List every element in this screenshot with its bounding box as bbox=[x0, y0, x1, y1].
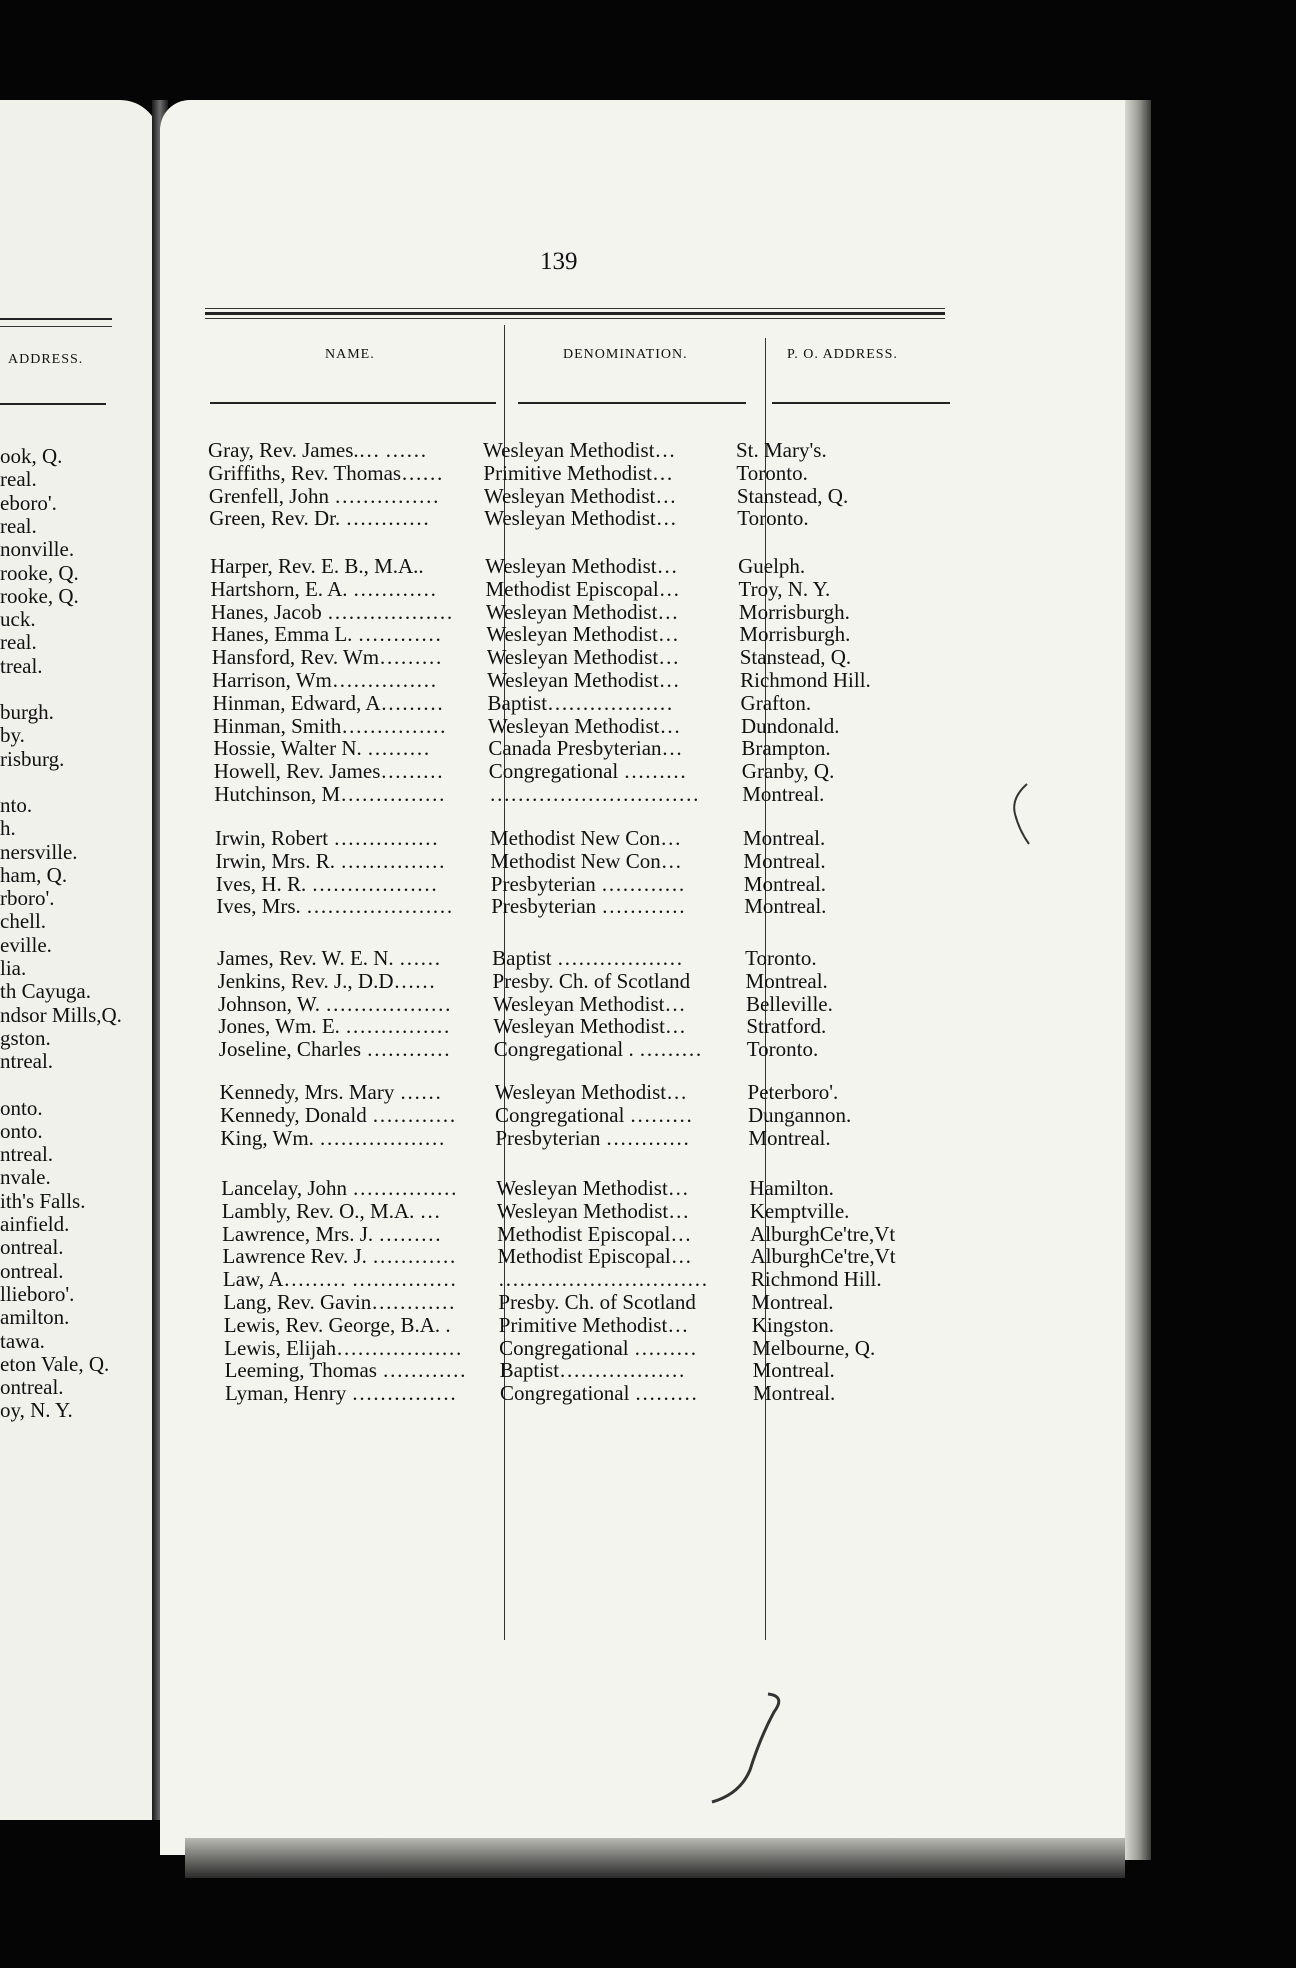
left-page-line: ontreal. bbox=[0, 1375, 64, 1400]
entry-denomination: Methodist Episcopal… bbox=[497, 1244, 692, 1269]
entry-denomination: Wesleyan Methodist… bbox=[487, 668, 680, 692]
entry-name: Lancelay, John …………… bbox=[221, 1176, 458, 1200]
entry-address: Stanstead, Q. bbox=[736, 483, 849, 508]
entry-address: Toronto. bbox=[736, 460, 808, 485]
left-page-line: ntreal. bbox=[0, 1142, 54, 1167]
entry-name: Leeming, Thomas ………… bbox=[224, 1358, 467, 1383]
handwritten-pencil-mark bbox=[690, 1690, 800, 1810]
entry-denomination: Congregational ……… bbox=[499, 1381, 698, 1406]
page-bottom-shadow bbox=[185, 1838, 1125, 1878]
left-page-line: real. bbox=[0, 513, 37, 538]
entry-denomination: ………………………… bbox=[489, 782, 700, 806]
left-page-line: h. bbox=[0, 816, 16, 841]
entry-denomination: Methodist New Con… bbox=[490, 848, 682, 873]
header-rule bbox=[205, 308, 945, 309]
entry-address: Toronto. bbox=[737, 506, 809, 531]
entry-address: Dungannon. bbox=[747, 1102, 852, 1127]
entry-address: Grafton. bbox=[740, 690, 812, 715]
entry-name: Jenkins, Rev. J., D.D…… bbox=[217, 968, 436, 993]
entry-denomination: Presby. Ch. of Scotland bbox=[492, 968, 691, 993]
entry-name: Lyman, Henry …………… bbox=[224, 1381, 457, 1406]
entry-address: Hamilton. bbox=[749, 1176, 834, 1200]
left-page-line: burgh. bbox=[0, 700, 54, 724]
entry-name: Harrison, Wm…………… bbox=[212, 668, 437, 692]
entry-denomination: ………………………… bbox=[497, 1267, 708, 1292]
entry-denomination: Congregational ……… bbox=[494, 1102, 693, 1127]
entry-name: King, Wm. ……………… bbox=[220, 1125, 446, 1150]
entry-address: St. Mary's. bbox=[736, 438, 827, 462]
entry-name: Grenfell, John …………… bbox=[208, 483, 440, 508]
left-page-line: uck. bbox=[0, 607, 36, 632]
left-page-line: risburg. bbox=[0, 746, 65, 771]
entry-name: Irwin, Robert …………… bbox=[214, 826, 439, 850]
entry-denomination: Wesleyan Methodist… bbox=[483, 438, 676, 462]
entry-name: Green, Rev. Dr. ………… bbox=[209, 506, 430, 531]
page-edge bbox=[1125, 100, 1151, 1860]
entry-name: Hutchinson, M…………… bbox=[214, 782, 446, 806]
entry-address: Richmond Hill. bbox=[740, 668, 871, 692]
entry-name: Lambly, Rev. O., M.A. … bbox=[221, 1198, 441, 1223]
entry-address: Toronto. bbox=[746, 1037, 819, 1062]
left-page-line: eboro'. bbox=[0, 490, 57, 515]
entry-address: Stanstead, Q. bbox=[739, 645, 852, 670]
left-page-line: rboro'. bbox=[0, 886, 55, 911]
left-page-line: nto. bbox=[0, 792, 33, 817]
left-page-line: ainfield. bbox=[0, 1212, 70, 1236]
entry-name: Ives, Mrs. ………………… bbox=[216, 894, 454, 919]
left-page-line: nersville. bbox=[0, 839, 78, 864]
entry-address: Montreal. bbox=[742, 782, 825, 806]
entry-denomination: Wesleyan Methodist… bbox=[484, 506, 677, 531]
entry-denomination: Primitive Methodist… bbox=[498, 1312, 689, 1337]
entry-denomination: Canada Presbyterian… bbox=[488, 736, 683, 761]
entry-name: Lewis, Rev. George, B.A. . bbox=[223, 1312, 451, 1337]
entry-name: Hansford, Rev. Wm……… bbox=[211, 645, 443, 670]
column-rule bbox=[772, 402, 950, 404]
entry-denomination: Wesleyan Methodist… bbox=[496, 1198, 690, 1223]
column-rule bbox=[210, 402, 496, 404]
left-page-line: rooke, Q. bbox=[0, 583, 79, 608]
entry-name: Harper, Rev. E. B., M.A.. bbox=[210, 554, 424, 578]
page-number: 139 bbox=[540, 248, 578, 275]
entry-denomination: Wesleyan Methodist… bbox=[485, 599, 679, 624]
left-page-line: oy, N. Y. bbox=[0, 1398, 73, 1423]
left-page-line: onto. bbox=[0, 1095, 43, 1120]
entry-name: Lawrence, Mrs. J. ……… bbox=[222, 1221, 442, 1246]
entry-name: Kennedy, Mrs. Mary …… bbox=[219, 1080, 442, 1104]
entry-address: Brampton. bbox=[741, 736, 831, 761]
header-rule bbox=[205, 312, 945, 315]
entry-denomination: Wesleyan Methodist… bbox=[486, 645, 680, 670]
entry-address: Melbourne, Q. bbox=[752, 1335, 876, 1360]
entry-denomination: Wesleyan Methodist… bbox=[496, 1176, 689, 1200]
left-page-line: real. bbox=[0, 467, 37, 492]
left-page-line: treal. bbox=[0, 653, 43, 678]
entry-address: Kingston. bbox=[751, 1312, 834, 1337]
left-page-line: ontreal. bbox=[0, 1258, 64, 1283]
column-header-name: NAME. bbox=[325, 347, 375, 362]
left-page-line: nonville. bbox=[0, 537, 75, 562]
entry-address: Dundonald. bbox=[740, 713, 840, 738]
entry-name: Hinman, Smith…………… bbox=[212, 713, 447, 738]
entry-name: Kennedy, Donald ………… bbox=[219, 1102, 456, 1127]
entry-denomination: Methodist Episcopal… bbox=[485, 576, 680, 601]
entry-name: Hinman, Edward, A……… bbox=[212, 690, 444, 715]
left-page-line: ntreal. bbox=[0, 1049, 54, 1074]
entry-address: Peterboro'. bbox=[747, 1080, 839, 1104]
entry-denomination: Methodist New Con… bbox=[489, 826, 682, 850]
left-page-rule bbox=[0, 403, 106, 405]
entry-address: Troy, N. Y. bbox=[738, 576, 831, 601]
left-page-line: amilton. bbox=[0, 1305, 70, 1330]
entry-denomination: Presbyterian ………… bbox=[490, 871, 686, 896]
entry-address: Stratford. bbox=[746, 1014, 827, 1039]
entry-name: Johnson, W. ……………… bbox=[217, 991, 452, 1016]
entry-name: Lang, Rev. Gavin………… bbox=[223, 1290, 456, 1314]
entry-denomination: Wesleyan Methodist… bbox=[493, 1014, 686, 1039]
entry-address: Montreal. bbox=[745, 968, 828, 993]
left-page-line: th Cayuga. bbox=[0, 979, 91, 1004]
entry-denomination: Presby. Ch. of Scotland bbox=[498, 1290, 696, 1314]
entry-denomination: Wesleyan Methodist… bbox=[485, 554, 678, 578]
entry-denomination: Wesleyan Methodist… bbox=[486, 622, 679, 647]
entry-name: Hanes, Jacob ……………… bbox=[210, 599, 453, 624]
left-page-column-header: ADDRESS. bbox=[8, 352, 84, 367]
entry-name: Griffiths, Rev. Thomas…… bbox=[208, 460, 444, 485]
column-header-denomination: DENOMINATION. bbox=[563, 347, 688, 362]
entry-name: Jones, Wm. E. …………… bbox=[218, 1014, 451, 1039]
left-page-line: onto. bbox=[0, 1118, 43, 1143]
main-page bbox=[160, 100, 1130, 1855]
entry-address: Montreal. bbox=[748, 1125, 831, 1150]
entry-denomination: Presbyterian ………… bbox=[491, 894, 686, 919]
entry-address: Montreal. bbox=[751, 1290, 834, 1314]
entry-address: Richmond Hill. bbox=[750, 1267, 882, 1292]
previous-page-fragment bbox=[0, 100, 160, 1820]
entry-address: Montreal. bbox=[752, 1381, 836, 1406]
column-header-address: P. O. ADDRESS. bbox=[787, 347, 898, 362]
left-page-line: llieboro'. bbox=[0, 1281, 75, 1306]
entry-name: Lawrence Rev. J. ………… bbox=[222, 1244, 457, 1269]
left-page-line: ith's Falls. bbox=[0, 1188, 86, 1213]
left-page-line: ontreal. bbox=[0, 1235, 64, 1260]
entry-denomination: Baptist……………… bbox=[487, 690, 674, 715]
entry-denomination: Congregational . ……… bbox=[493, 1037, 702, 1062]
entry-name: Joseline, Charles ………… bbox=[218, 1037, 451, 1062]
left-page-line: chell. bbox=[0, 909, 47, 934]
entry-address: Kemptville. bbox=[749, 1198, 850, 1223]
entry-address: Montreal. bbox=[744, 894, 827, 919]
entry-denomination: Baptist ……………… bbox=[492, 946, 683, 970]
entry-address: Guelph. bbox=[738, 554, 806, 578]
left-page-line: ham, Q. bbox=[0, 862, 68, 887]
entry-address: Montreal. bbox=[743, 871, 827, 896]
entry-name: Gray, Rev. James.… …… bbox=[208, 438, 427, 462]
left-page-line: ook, Q. bbox=[0, 444, 63, 468]
entry-denomination: Congregational ……… bbox=[499, 1335, 697, 1360]
entry-name: James, Rev. W. E. N. …… bbox=[217, 946, 441, 970]
entry-name: Hanes, Emma L. ………… bbox=[211, 622, 442, 647]
entry-address: AlburghCe'tre,Vt bbox=[750, 1244, 896, 1269]
entry-name: Hartshorn, E. A. ………… bbox=[210, 576, 437, 601]
entry-denomination: Presbyterian ………… bbox=[495, 1125, 690, 1150]
entry-address: Granby, Q. bbox=[741, 759, 835, 784]
entry-name: Irwin, Mrs. R. …………… bbox=[215, 848, 446, 873]
margin-bracket-mark bbox=[1005, 780, 1035, 850]
entry-name: Hossie, Walter N. ……… bbox=[213, 736, 431, 761]
entry-denomination: Wesleyan Methodist… bbox=[492, 991, 686, 1016]
left-page-line: ndsor Mills,Q. bbox=[0, 1002, 122, 1027]
entry-denomination: Primitive Methodist… bbox=[483, 460, 673, 485]
entry-address: Toronto. bbox=[745, 946, 817, 970]
entry-denomination: Wesleyan Methodist… bbox=[494, 1080, 688, 1104]
entry-address: AlburghCe'tre,Vt bbox=[750, 1221, 896, 1246]
entry-address: Morrisburgh. bbox=[738, 599, 850, 624]
entry-address: Montreal. bbox=[743, 848, 826, 873]
entry-name: Howell, Rev. James……… bbox=[213, 759, 444, 784]
entry-name: Ives, H. R. ……………… bbox=[215, 871, 438, 896]
left-page-line: rooke, Q. bbox=[0, 560, 79, 585]
left-page-line: eville. bbox=[0, 932, 52, 957]
entry-address: Montreal. bbox=[752, 1358, 835, 1383]
entry-name: Law, A……… …………… bbox=[222, 1267, 457, 1292]
left-page-rule bbox=[0, 318, 112, 320]
entry-denomination: Baptist……………… bbox=[499, 1358, 686, 1383]
entry-denomination: Methodist Episcopal… bbox=[497, 1221, 692, 1246]
entry-address: Montreal. bbox=[742, 826, 826, 850]
header-rule bbox=[205, 318, 945, 319]
left-page-line: nvale. bbox=[0, 1165, 51, 1190]
entry-denomination: Wesleyan Methodist… bbox=[483, 483, 677, 508]
entry-denomination: Wesleyan Methodist… bbox=[487, 713, 681, 738]
entry-name: Lewis, Elijah……………… bbox=[224, 1335, 463, 1360]
left-page-line: tawa. bbox=[0, 1328, 45, 1353]
left-page-line: eton Vale, Q. bbox=[0, 1351, 110, 1376]
left-page-line: by. bbox=[0, 723, 25, 748]
entry-address: Belleville. bbox=[745, 991, 833, 1016]
left-page-line: lia. bbox=[0, 956, 27, 980]
left-page-line: gston. bbox=[0, 1025, 51, 1050]
entry-address: Morrisburgh. bbox=[739, 622, 851, 647]
column-rule bbox=[518, 402, 746, 404]
entry-denomination: Congregational ……… bbox=[488, 759, 687, 784]
left-page-rule bbox=[0, 326, 112, 327]
left-page-line: real. bbox=[0, 630, 37, 655]
